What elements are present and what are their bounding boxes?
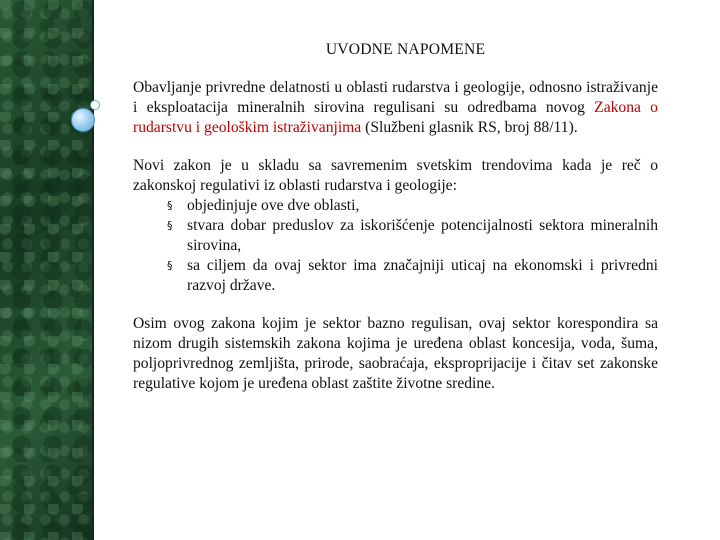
paragraph-new-law: Novi zakon je u skladu sa savremenim svetskim trendovima kada je reč o zakonskoj regulativi iz oblasti rudarstva i geologije:: [133, 157, 658, 194]
bullet-icon: §: [167, 219, 173, 232]
bullet-text: stvara dobar preduslov za iskorišćenje potencijalnosti sektora mineralnih sirovina,: [187, 217, 658, 254]
slide-content: [133, 40, 658, 412]
bullet-icon: §: [167, 259, 173, 272]
list-item: [133, 256, 658, 296]
paragraph-other-laws: Osim ovog zakona kojim je sektor bazno regulisan, ovaj sektor korespondira sa nizom drugih sistemskih zakona kojima je uređena oblast koncesija, voda, šuma, poljoprivrednog zemljišta, prirode, saobraćaja, eksproprijacije i čitav set zakonske regulative kojom je uređena oblast zaštite životne sredine.: [133, 315, 658, 392]
law-name-highlight: Zakona o rudarstvu i geološkim istraživanjima: [133, 99, 658, 136]
bullet-text: sa ciljem da ovaj sektor ima značajniji uticaj na ekonomski i privredni razvoj države.: [187, 257, 658, 294]
bullet-text: objedinjuje ove dve oblasti,: [187, 197, 360, 214]
paragraph-intro: [133, 78, 658, 138]
paragraph-intro-text: Obavljanje privredne delatnosti u oblasti rudarstva i geologije, odnosno istraživanje i eksploatacija mineralnih sirovina regulisani su odredbama novog: [133, 79, 658, 116]
bullet-list: [133, 196, 658, 296]
green-texture-band: [0, 0, 92, 540]
decorative-small-circle-icon: [90, 100, 100, 110]
band-edge-line: [92, 0, 94, 540]
list-item: [133, 216, 658, 256]
bullet-icon: §: [167, 199, 173, 212]
paragraph-intro-gazette: (Službeni glasnik RS, broj 88/11).: [361, 119, 578, 136]
decorative-circle-icon: [71, 108, 95, 132]
slide-title: UVODNE NAPOMENE: [325, 41, 486, 58]
list-item: [133, 196, 658, 216]
